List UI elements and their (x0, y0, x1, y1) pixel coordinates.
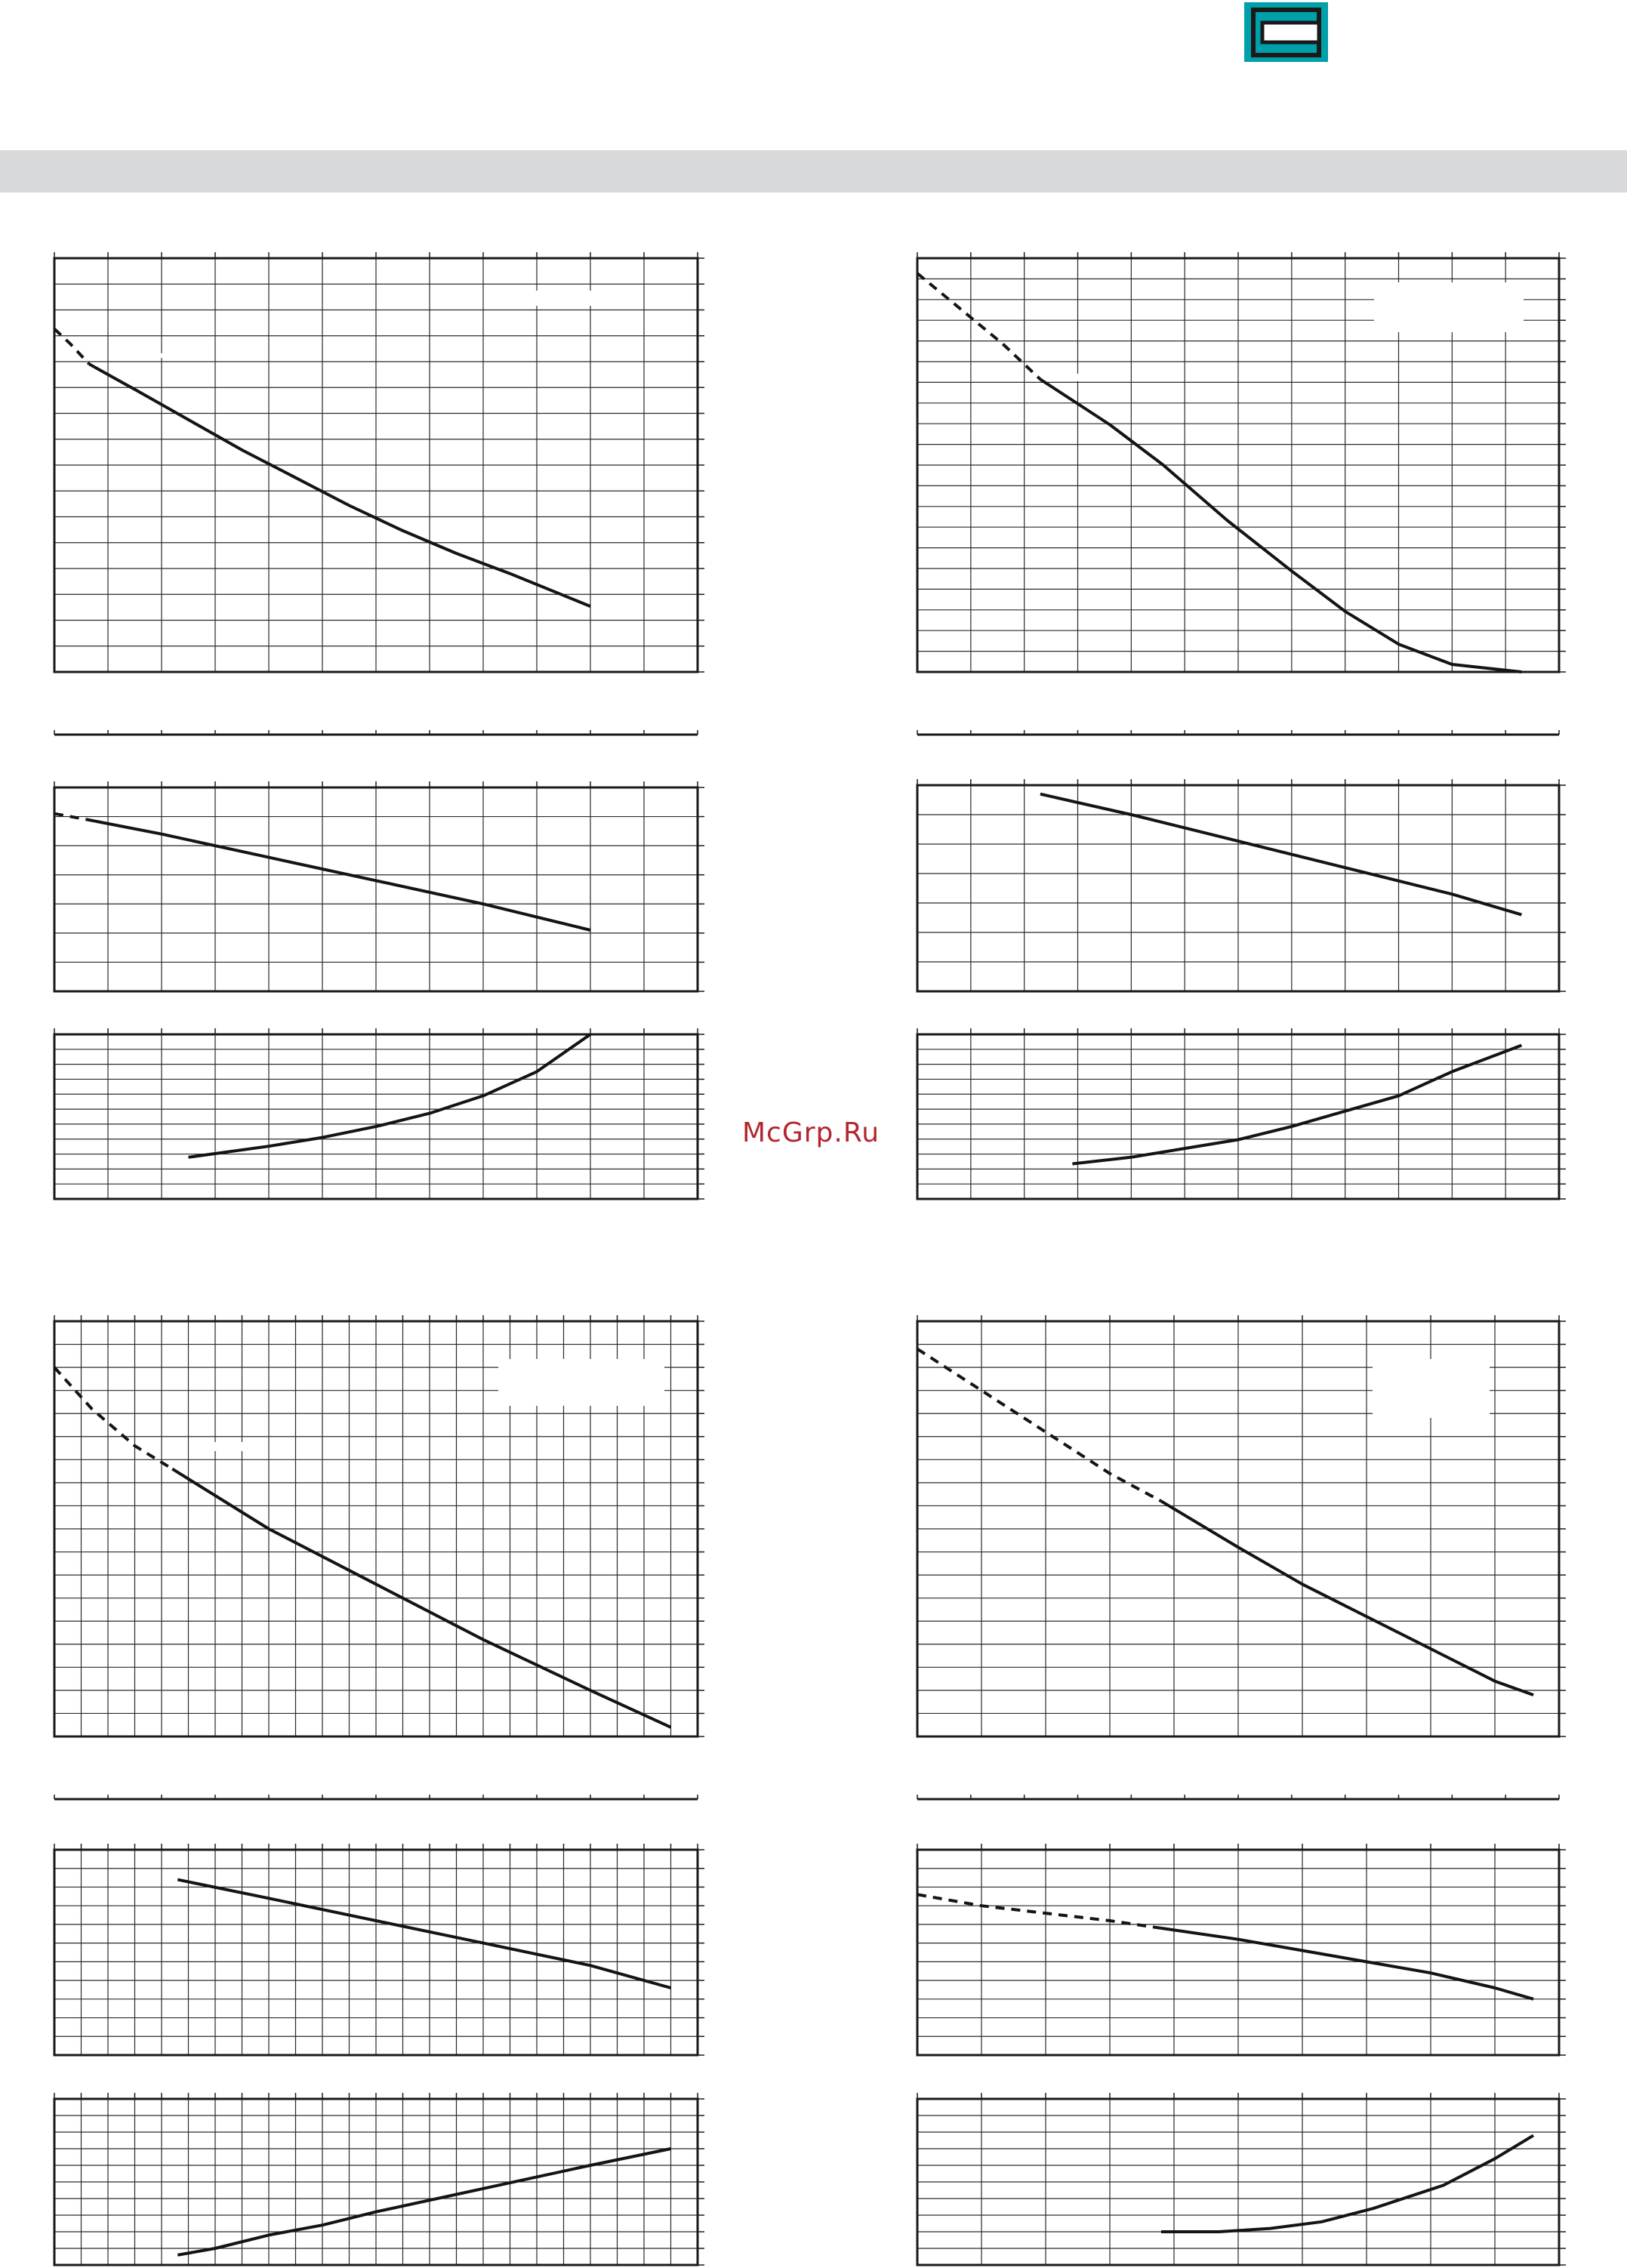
label-gap (198, 1442, 251, 1451)
bottom-right-power-curve-solid (1161, 2135, 1533, 2232)
top-right-efficiency-curve-solid (1040, 794, 1522, 915)
bottom-right-efficiency-curve-solid (1161, 1928, 1533, 1999)
top-right-efficiency-panel (917, 779, 1566, 991)
label-gap (1373, 1359, 1490, 1418)
top-left-head-panel (54, 252, 704, 672)
bottom-left-power-panel (54, 2093, 704, 2265)
watermark: McGrp.Ru (742, 1117, 880, 1148)
top-left-efficiency-panel (54, 781, 704, 991)
label-gap (143, 353, 166, 358)
bottom-left-efficiency-curve-solid (177, 1880, 670, 1988)
bottom-left-power-curve-solid (177, 2149, 670, 2255)
top-right-head-curve-solid (1040, 379, 1522, 672)
bottom-left-efficiency-panel (54, 1844, 704, 2055)
top-left-head-curve-dashed (54, 329, 89, 365)
bottom-right-efficiency-curve-dashed (917, 1894, 1161, 1928)
top-left-power-panel (54, 1028, 704, 1199)
label-gap (498, 1359, 664, 1406)
bottom-left-head-curve-dashed (54, 1367, 172, 1469)
bottom-right-efficiency-panel (917, 1844, 1566, 2055)
top-right-head-panel (917, 252, 1566, 672)
chart-bottom-right (917, 1315, 1566, 2265)
bottom-right-power-panel (917, 2093, 1566, 2265)
top-right-power-panel (917, 1028, 1566, 1199)
label-gap (491, 291, 638, 306)
bottom-right-head-panel (917, 1315, 1566, 1736)
top-left-head-curve-solid (89, 364, 590, 606)
label-gap (1178, 1472, 1216, 1480)
chart-bottom-left (54, 1315, 704, 2265)
top-right-power-curve-solid (1072, 1046, 1521, 1164)
chart-top-left (54, 252, 704, 1199)
bottom-right-head-curve-dashed (917, 1349, 1161, 1502)
label-gap (1374, 282, 1524, 332)
bottom-left-head-panel (54, 1315, 704, 1736)
chart-top-right (917, 252, 1566, 1199)
label-gap (1072, 374, 1102, 381)
top-right-head-curve-dashed (917, 273, 1040, 379)
